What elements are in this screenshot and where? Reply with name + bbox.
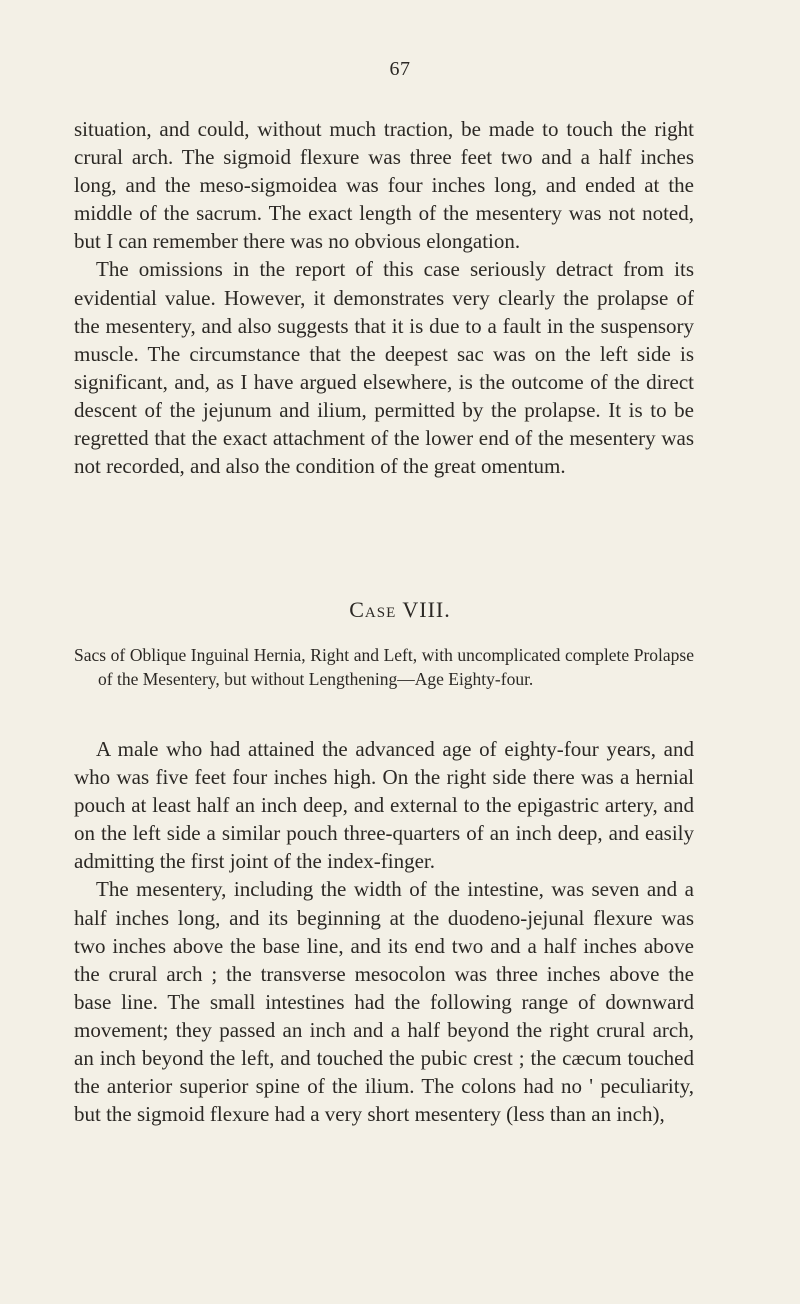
paragraph-case-mesentery: The mesentery, including the width of the intestine, was seven and a half inches long, and its beginning at the duodeno-jejunal flexure was two inches above the base line, and its end two and a half inches above the crural arch ; the transverse mesocolon was three inches above the base line. The small intestines had the following range of downward movement; they passed an inch and a half beyond the right crural arch, an inch beyond the left, and touched the pubic crest ; the cæcum touched the anterior superior spine of the ilium. The colons had no ' peculiarity, but the sigmoid flexure had a very short mesentery (less than an inch), — [74, 877, 694, 1127]
paragraph-omissions: The omissions in the report of this case seriously detract from its evidential value. However, it demonstrates very clearly the prolapse of the mesentery, and also suggests that it is due to a fault in the suspensory muscle. The circumstance that the deepest sac was on the left side is significant, and, as I have argued elsewhere, is the outcome of the direct descent of the jejunum and ilium, permitted by the prolapse. It is to be regretted that the exact attachment of the lower end of the mesentery was not recorded, and also the condition of the great omentum. — [74, 257, 694, 479]
case-subtitle: Sacs of Oblique Inguinal Hernia, Right and Left, with uncomplicated complete Prolapse of the Mesentery, but without Lengthening—Age Eighty-four. — [74, 645, 694, 689]
paragraph-case-patient: A male who had attained the advanced age of eighty-four years, and who was five feet four inches high. On the right side there was a hernial pouch at least half an inch deep, and external to the epigastric artery, and on the left side a similar pouch three-quarters of an inch deep, and easily admitting the first joint of the index-finger. — [74, 737, 694, 874]
top-text-section — [74, 115, 694, 480]
case-description-section — [74, 735, 694, 1128]
page-number: 67 — [389, 58, 411, 80]
paragraph-continuation: situation, and could, without much traction, be made to touch the right crural arch. The sigmoid flexure was three feet two and a half inches long, and the meso-sigmoidea was four inches long, and ended at the middle of the sacrum. The exact length of the mesentery was not noted, but I can remember there was no obvious elongation. — [74, 117, 694, 254]
case-heading: Case VIII. — [349, 597, 451, 622]
